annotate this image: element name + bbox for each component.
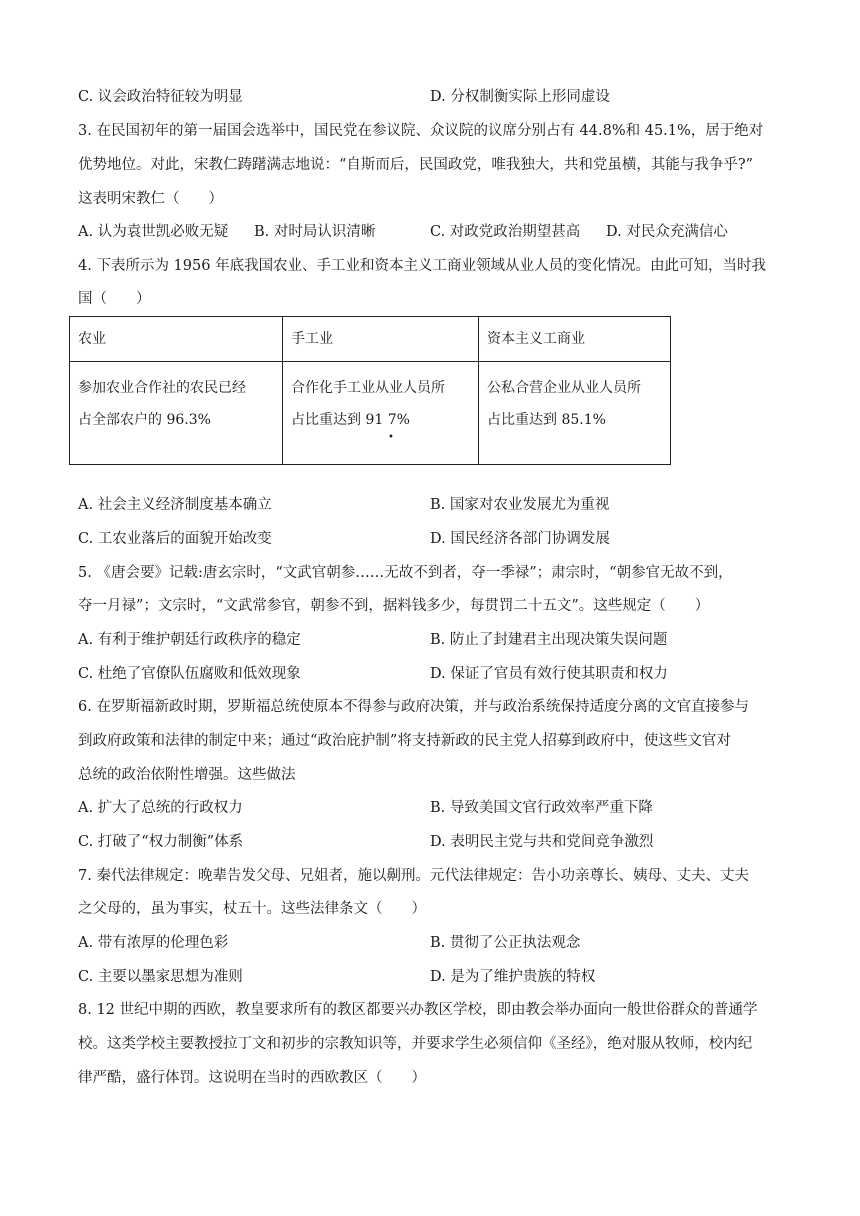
q5-options-row-2 — [78, 664, 798, 684]
q3-stem-line-1: 3. 在民国初年的第一届国会选举中，国民党在参议院、众议院的议席分别占有 44.8%和 45.1%，居于绝对 — [78, 123, 764, 139]
q4-option-d: D. 国民经济各部门协调发展 — [430, 531, 610, 547]
q7-options-row-1 — [78, 933, 798, 953]
q6-options-row-1 — [78, 798, 798, 818]
q5-option-d: D. 保证了官员有效行使其职责和权力 — [430, 666, 668, 682]
q4-options-row-1 — [78, 495, 798, 515]
q7-option-a: A. 带有浓厚的伦理色彩 — [78, 935, 229, 951]
table-cell-capitalist-industry — [479, 362, 671, 465]
q5-option-a: A. 有利于维护朝廷行政秩序的稳定 — [78, 632, 301, 648]
q3-options-row — [78, 222, 798, 242]
q7-stem-line-2: 之父母的，虽为事实，杖五十。这些法律条文（ ） — [78, 901, 426, 917]
q6-option-a: A. 扩大了总统的行政权力 — [78, 800, 243, 816]
q5-options-row-1 — [78, 630, 798, 650]
q4-stem-line-1: 4. 下表所示为 1956 年底我国农业、手工业和资本主义工商业领域从业人员的变化情况。由此可知，当时我 — [78, 258, 767, 274]
q8-stem-line-1: 8. 12 世纪中期的西欧，教皇要求所有的教区都要兴办教区学校，即由教会举办面向一般世俗群众的普通学 — [78, 1002, 758, 1018]
cell-line: 合作化手工业从业人员所 — [291, 380, 445, 396]
q4-option-b: B. 国家对农业发展尤为重视 — [430, 497, 610, 513]
cell-line: 参加农业合作社的农民已经 — [78, 380, 246, 396]
q4-data-table — [69, 316, 671, 465]
q3-option-b: B. 对时局认识清晰 — [254, 224, 376, 240]
table-cell-agriculture — [70, 362, 283, 465]
q4-stem-line-2: 国（ ） — [78, 291, 151, 307]
q2-options-row — [78, 87, 798, 107]
cell-line: 占比重达到 85.1% — [487, 412, 606, 428]
q8-stem-line-2: 校。这类学校主要教授拉丁文和初步的宗教知识等，并要求学生必须信仰《圣经》，绝对服从牧师，校内纪 — [78, 1036, 753, 1052]
q3-stem-line-3: 这表明宋教仁（ ） — [78, 191, 223, 207]
q3-option-d: D. 对民众充满信心 — [606, 224, 728, 240]
q7-option-b: B. 贯彻了公正执法观念 — [430, 935, 581, 951]
q6-option-b: B. 导致美国文官行政效率严重下降 — [430, 800, 653, 816]
table-header-handicraft: 手工业 — [283, 317, 479, 362]
q7-options-row-2 — [78, 967, 798, 987]
q3-stem-line-2: 优势地位。对此，宋教仁踌躇满志地说：“自斯而后，民国政党，唯我独大，共和党虽横，其能与我争乎?” — [78, 157, 754, 173]
q2-option-c: C. 议会政治特征较为明显 — [78, 89, 243, 105]
q3-option-a: A. 认为袁世凯必败无疑 — [78, 224, 229, 240]
table-cell-handicraft — [283, 362, 479, 465]
q6-option-d: D. 表明民主党与共和党间竞争激烈 — [430, 834, 654, 850]
q6-option-c: C. 打破了“权力制衡”体系 — [78, 834, 244, 850]
cell-line: 公私合营企业从业人员所 — [487, 380, 641, 396]
stray-dot-mark: • — [388, 432, 394, 443]
q5-stem-line-2: 夺一月禄”；文宗时，“文武常参官，朝参不到，据料钱多少，每贯罚二十五文”。这些规定（ ） — [78, 598, 710, 614]
q7-option-d: D. 是为了维护贵族的特权 — [430, 969, 596, 985]
q4-option-c: C. 工农业落后的面貌开始改变 — [78, 531, 272, 547]
q6-stem-line-3: 总统的政治依附性增强。这些做法 — [78, 767, 296, 783]
q7-stem-line-1: 7. 秦代法律规定：晚辈告发父母、兄姐者，施以劓刑。元代法律规定：告小功亲尊长、姨母、丈夫、丈夫 — [78, 868, 749, 884]
table-header-agriculture: 农业 — [70, 317, 283, 362]
q6-stem-line-2: 到政府政策和法律的制定中来；通过“政治庇护制”将支持新政的民主党人招募到政府中，使这些文官对 — [78, 733, 731, 749]
table-row — [70, 362, 671, 465]
q4-option-a: A. 社会主义经济制度基本确立 — [78, 497, 272, 513]
table-header-capitalist-industry: 资本主义工商业 — [479, 317, 671, 362]
q6-stem-line-1: 6. 在罗斯福新政时期，罗斯福总统使原本不得参与政府决策，并与政治系统保持适度分离的文官直接参与 — [78, 699, 749, 715]
q5-option-b: B. 防止了封建君主出现决策失误问题 — [430, 632, 668, 648]
q5-option-c: C. 杜绝了官僚队伍腐败和低效现象 — [78, 666, 301, 682]
cell-line: 占全部农户的 96.3% — [78, 412, 211, 428]
q2-option-d: D. 分权制衡实际上形同虚设 — [430, 89, 610, 105]
q6-options-row-2 — [78, 832, 798, 852]
q8-stem-line-3: 律严酷，盛行体罚。这说明在当时的西欧教区（ ） — [78, 1070, 426, 1086]
table-header-row — [70, 317, 671, 362]
q7-option-c: C. 主要以墨家思想为准则 — [78, 969, 243, 985]
cell-line: 占比重达到 91 7% — [291, 412, 410, 428]
q3-option-c: C. 对政党政治期望甚高 — [430, 224, 581, 240]
q5-stem-line-1: 5. 《唐会要》记载:唐玄宗时，“文武官朝参……无故不到者，夺一季禄”；肃宗时，“朝参官无故不到， — [78, 565, 733, 581]
q4-options-row-2 — [78, 529, 798, 549]
